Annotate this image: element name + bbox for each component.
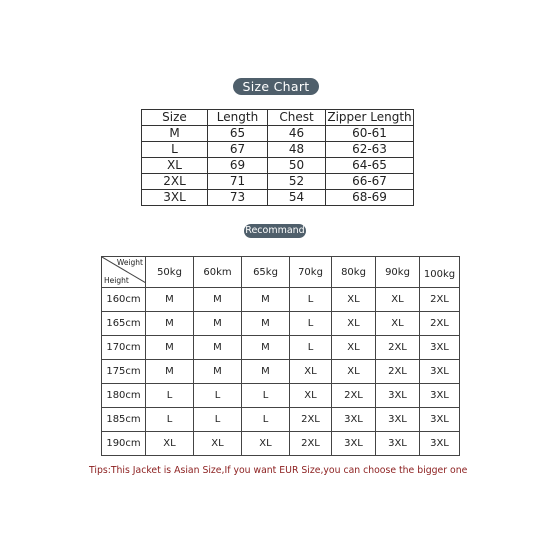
size-cell: 3XL — [376, 432, 420, 456]
size-cell: L — [242, 408, 290, 432]
recommend-header-row — [102, 257, 460, 288]
table-cell: 62-63 — [326, 142, 414, 158]
table-cell: 67 — [208, 142, 268, 158]
size-cell: 2XL — [420, 312, 460, 336]
height-cell: 185cm — [102, 408, 146, 432]
table-row — [102, 432, 460, 456]
size-cell: L — [194, 384, 242, 408]
size-cell: M — [242, 312, 290, 336]
weight-header: 60km — [194, 257, 242, 288]
size-cell: 2XL — [332, 384, 376, 408]
size-cell: XL — [146, 432, 194, 456]
table-cell: 3XL — [142, 190, 208, 206]
size-cell: M — [146, 288, 194, 312]
table-cell: L — [142, 142, 208, 158]
table-cell: M — [142, 126, 208, 142]
table-cell: 64-65 — [326, 158, 414, 174]
size-cell: M — [194, 360, 242, 384]
size-cell: M — [194, 312, 242, 336]
weight-header: 65kg — [242, 257, 290, 288]
table-cell: 73 — [208, 190, 268, 206]
weight-header: 90kg — [376, 257, 420, 288]
table-row — [102, 288, 460, 312]
length-header: Length — [208, 110, 268, 126]
size-chart-header-row — [142, 110, 414, 126]
size-cell: XL — [332, 336, 376, 360]
height-cell: 170cm — [102, 336, 146, 360]
size-chart-title: Size Chart — [233, 78, 319, 95]
size-cell: M — [146, 360, 194, 384]
table-cell: 52 — [268, 174, 326, 190]
size-cell: 3XL — [420, 384, 460, 408]
height-cell: 180cm — [102, 384, 146, 408]
size-cell: XL — [194, 432, 242, 456]
weight-header: 100kg — [420, 257, 460, 288]
size-cell: L — [146, 384, 194, 408]
size-cell: L — [194, 408, 242, 432]
size-cell: XL — [332, 288, 376, 312]
weight-header: 70kg — [290, 257, 332, 288]
table-cell: 65 — [208, 126, 268, 142]
size-cell: 3XL — [420, 360, 460, 384]
size-cell: XL — [332, 312, 376, 336]
size-cell: M — [194, 288, 242, 312]
table-cell: 60-61 — [326, 126, 414, 142]
size-cell: XL — [290, 360, 332, 384]
size-cell: XL — [376, 288, 420, 312]
size-cell: L — [290, 312, 332, 336]
table-row — [102, 408, 460, 432]
size-cell: 2XL — [376, 360, 420, 384]
table-cell: 46 — [268, 126, 326, 142]
size-cell: M — [146, 312, 194, 336]
size-header: Size — [142, 110, 208, 126]
size-chart-table — [141, 109, 414, 206]
table-row — [142, 126, 414, 142]
table-cell: XL — [142, 158, 208, 174]
table-row — [142, 174, 414, 190]
table-cell: 50 — [268, 158, 326, 174]
zipper-length-header: Zipper Length — [327, 110, 412, 124]
size-cell: 3XL — [332, 408, 376, 432]
size-cell: 2XL — [420, 288, 460, 312]
height-axis-label: Height — [104, 276, 129, 285]
size-cell: M — [242, 360, 290, 384]
size-cell: XL — [242, 432, 290, 456]
height-cell: 165cm — [102, 312, 146, 336]
size-cell: L — [290, 288, 332, 312]
recommend-title: Recommand — [245, 225, 305, 236]
size-cell: XL — [376, 312, 420, 336]
weight-axis-label: Weight — [116, 258, 143, 267]
table-cell: 48 — [268, 142, 326, 158]
table-cell: 68-69 — [326, 190, 414, 206]
size-cell: 3XL — [332, 432, 376, 456]
table-row — [102, 336, 460, 360]
height-cell: 190cm — [102, 432, 146, 456]
size-cell: M — [146, 336, 194, 360]
table-row — [142, 190, 414, 206]
table-row — [142, 158, 414, 174]
table-row — [102, 384, 460, 408]
table-cell: 54 — [268, 190, 326, 206]
recommend-table — [101, 256, 460, 456]
size-cell: 2XL — [376, 336, 420, 360]
size-cell: 3XL — [420, 336, 460, 360]
table-cell: 69 — [208, 158, 268, 174]
chest-header: Chest — [268, 110, 326, 126]
tips-note: Tips:This Jacket is Asian Size,If you want EUR Size,you can choose the bigger one — [89, 465, 468, 476]
size-cell: M — [242, 336, 290, 360]
height-cell: 175cm — [102, 360, 146, 384]
size-cell: 3XL — [376, 384, 420, 408]
weight-header: 80kg — [332, 257, 376, 288]
size-cell: XL — [332, 360, 376, 384]
weight-height-corner-cell — [102, 257, 146, 288]
size-cell: 3XL — [420, 408, 460, 432]
table-cell: 2XL — [142, 174, 208, 190]
table-row — [142, 142, 414, 158]
size-cell: L — [242, 384, 290, 408]
table-cell: 71 — [208, 174, 268, 190]
weight-header: 50kg — [146, 257, 194, 288]
table-row — [102, 312, 460, 336]
size-cell: 2XL — [290, 432, 332, 456]
height-cell: 160cm — [102, 288, 146, 312]
size-cell: XL — [290, 384, 332, 408]
size-cell: 3XL — [376, 408, 420, 432]
size-cell: L — [290, 336, 332, 360]
size-cell: M — [242, 288, 290, 312]
size-cell: 3XL — [420, 432, 460, 456]
table-cell: 66-67 — [326, 174, 414, 190]
table-row — [102, 360, 460, 384]
size-cell: 2XL — [290, 408, 332, 432]
size-cell: M — [194, 336, 242, 360]
size-cell: L — [146, 408, 194, 432]
